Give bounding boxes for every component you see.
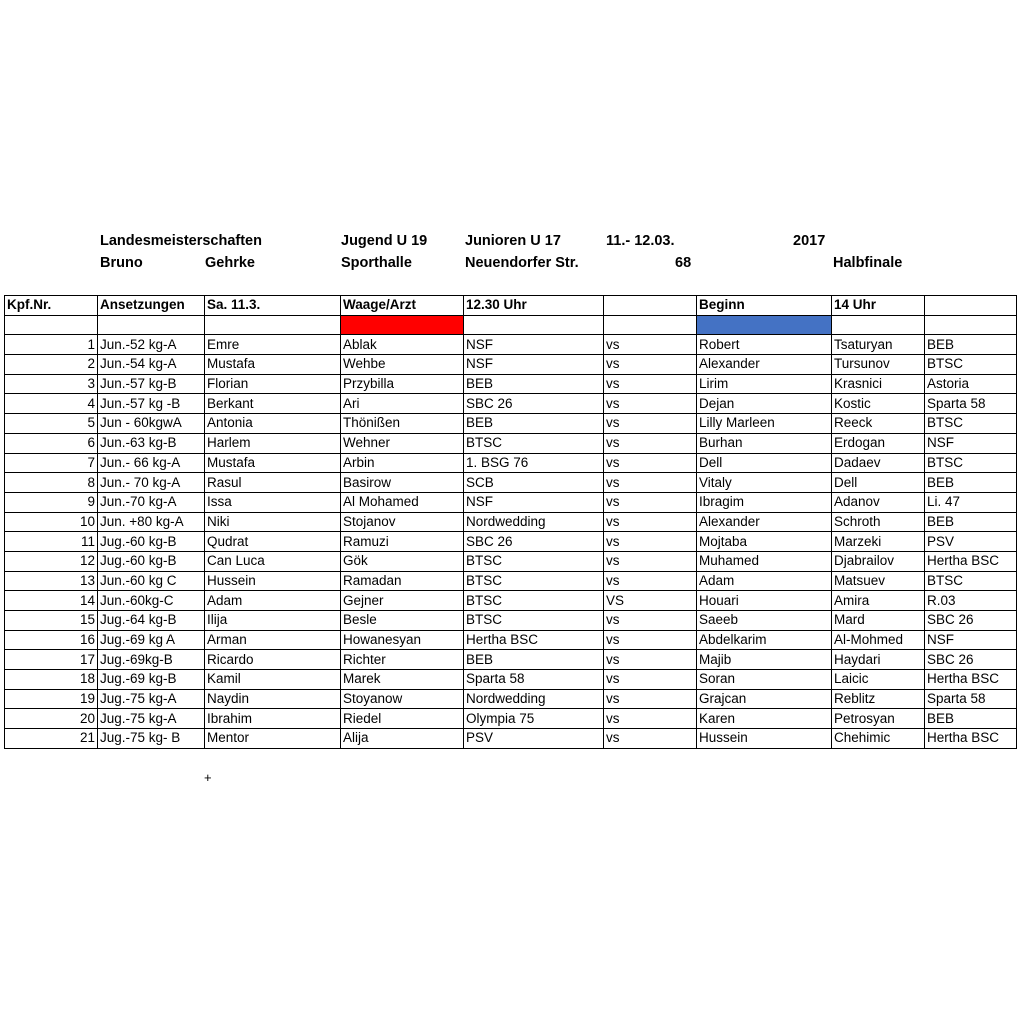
red-first-name-cell: Qudrat xyxy=(205,532,341,552)
blue-club-cell: BTSC xyxy=(925,571,1017,591)
blue-first-name-cell: Abdelkarim xyxy=(697,630,832,650)
red-first-name-cell: Ilija xyxy=(205,611,341,631)
versus-cell: vs xyxy=(604,670,697,690)
category-cell: Jun.-52 kg-A xyxy=(98,335,205,355)
bout-number-cell: 3 xyxy=(5,374,98,394)
header-round: Halbfinale xyxy=(833,255,903,271)
blue-first-name-cell: Lirim xyxy=(697,374,832,394)
blue-last-name-cell: Mard xyxy=(832,611,925,631)
plus-mark: + xyxy=(204,770,212,785)
red-club-cell: NSF xyxy=(464,335,604,355)
blue-club-cell: Li. 47 xyxy=(925,492,1017,512)
bout-number-cell: 8 xyxy=(5,473,98,493)
red-club-cell: BTSC xyxy=(464,591,604,611)
versus-cell: vs xyxy=(604,355,697,375)
blue-first-name-cell: Saeeb xyxy=(697,611,832,631)
header-street: Neuendorfer Str. xyxy=(465,255,579,271)
blue-first-name-cell: Dell xyxy=(697,453,832,473)
column-header-weigh-in: Waage/Arzt xyxy=(341,296,464,316)
blue-club-cell: R.03 xyxy=(925,591,1017,611)
red-first-name-cell: Ibrahim xyxy=(205,709,341,729)
blue-first-name-cell: Robert xyxy=(697,335,832,355)
red-last-name-cell: Wehner xyxy=(341,433,464,453)
blue-last-name-cell: Al-Mohmed xyxy=(832,630,925,650)
table-row xyxy=(5,374,1017,394)
bout-number-cell: 1 xyxy=(5,335,98,355)
red-last-name-cell: Przybilla xyxy=(341,374,464,394)
red-club-cell: PSV xyxy=(464,729,604,749)
table-row xyxy=(5,611,1017,631)
blue-club-cell: NSF xyxy=(925,433,1017,453)
bout-number-cell: 6 xyxy=(5,433,98,453)
table-row xyxy=(5,591,1017,611)
blue-club-cell: PSV xyxy=(925,532,1017,552)
red-last-name-cell: Alija xyxy=(341,729,464,749)
blue-first-name-cell: Grajcan xyxy=(697,689,832,709)
blue-first-name-cell: Burhan xyxy=(697,433,832,453)
header-row xyxy=(5,296,1017,316)
blue-club-cell: Sparta 58 xyxy=(925,394,1017,414)
red-club-cell: BTSC xyxy=(464,611,604,631)
red-first-name-cell: Kamil xyxy=(205,670,341,690)
column-header-ansetzungen: Ansetzungen xyxy=(98,296,205,316)
versus-cell: vs xyxy=(604,630,697,650)
red-last-name-cell: Gejner xyxy=(341,591,464,611)
blue-last-name-cell: Petrosyan xyxy=(832,709,925,729)
column-header-date: Sa. 11.3. xyxy=(205,296,341,316)
blue-last-name-cell: Tursunov xyxy=(832,355,925,375)
bout-number-cell: 13 xyxy=(5,571,98,591)
header-dates: 11.- 12.03. xyxy=(606,233,675,249)
category-cell: Jug.-75 kg-A xyxy=(98,689,205,709)
blue-corner-marker xyxy=(697,315,832,335)
bout-number-cell: 16 xyxy=(5,630,98,650)
category-cell: Jug.-69 kg A xyxy=(98,630,205,650)
red-last-name-cell: Gök xyxy=(341,551,464,571)
red-first-name-cell: Hussein xyxy=(205,571,341,591)
red-first-name-cell: Ricardo xyxy=(205,650,341,670)
bout-number-cell: 5 xyxy=(5,414,98,434)
blue-club-cell: NSF xyxy=(925,630,1017,650)
red-first-name-cell: Niki xyxy=(205,512,341,532)
red-club-cell: BEB xyxy=(464,374,604,394)
red-first-name-cell: Naydin xyxy=(205,689,341,709)
red-corner-marker xyxy=(341,315,464,335)
red-last-name-cell: Besle xyxy=(341,611,464,631)
table-row xyxy=(5,492,1017,512)
category-cell: Jug.-60 kg-B xyxy=(98,551,205,571)
red-club-cell: SBC 26 xyxy=(464,532,604,552)
blue-club-cell: SBC 26 xyxy=(925,650,1017,670)
category-cell: Jun.-70 kg-A xyxy=(98,492,205,512)
table-row xyxy=(5,709,1017,729)
blue-first-name-cell: Mojtaba xyxy=(697,532,832,552)
versus-cell: vs xyxy=(604,473,697,493)
column-header-empty xyxy=(604,296,697,316)
blue-last-name-cell: Adanov xyxy=(832,492,925,512)
blue-last-name-cell: Reblitz xyxy=(832,689,925,709)
red-first-name-cell: Mustafa xyxy=(205,355,341,375)
table-row xyxy=(5,729,1017,749)
category-cell: Jug.-69kg-B xyxy=(98,650,205,670)
color-marker-row xyxy=(5,315,1017,335)
column-header-start-time: 14 Uhr xyxy=(832,296,925,316)
versus-cell: vs xyxy=(604,650,697,670)
category-cell: Jug.-75 kg- B xyxy=(98,729,205,749)
red-last-name-cell: Ari xyxy=(341,394,464,414)
blue-first-name-cell: Muhamed xyxy=(697,551,832,571)
red-first-name-cell: Can Luca xyxy=(205,551,341,571)
red-club-cell: SCB xyxy=(464,473,604,493)
versus-cell: vs xyxy=(604,374,697,394)
table-row xyxy=(5,355,1017,375)
column-header-start: Beginn xyxy=(697,296,832,316)
red-last-name-cell: Stoyanow xyxy=(341,689,464,709)
versus-cell: vs xyxy=(604,512,697,532)
bout-number-cell: 15 xyxy=(5,611,98,631)
blue-club-cell: Hertha BSC xyxy=(925,551,1017,571)
red-last-name-cell: Arbin xyxy=(341,453,464,473)
red-last-name-cell: Ablak xyxy=(341,335,464,355)
blue-club-cell: Hertha BSC xyxy=(925,729,1017,749)
versus-cell: vs xyxy=(604,709,697,729)
table-row xyxy=(5,571,1017,591)
blue-last-name-cell: Erdogan xyxy=(832,433,925,453)
versus-cell: vs xyxy=(604,532,697,552)
blue-first-name-cell: Alexander xyxy=(697,512,832,532)
blue-club-cell: BEB xyxy=(925,335,1017,355)
blue-last-name-cell: Dell xyxy=(832,473,925,493)
red-first-name-cell: Berkant xyxy=(205,394,341,414)
red-last-name-cell: Marek xyxy=(341,670,464,690)
blue-first-name-cell: Dejan xyxy=(697,394,832,414)
table-row xyxy=(5,630,1017,650)
red-club-cell: BTSC xyxy=(464,571,604,591)
versus-cell: vs xyxy=(604,551,697,571)
red-first-name-cell: Mentor xyxy=(205,729,341,749)
blue-last-name-cell: Djabrailov xyxy=(832,551,925,571)
category-cell: Jun.-63 kg-B xyxy=(98,433,205,453)
table-row xyxy=(5,512,1017,532)
bout-number-cell: 9 xyxy=(5,492,98,512)
red-club-cell: Nordwedding xyxy=(464,512,604,532)
versus-cell: vs xyxy=(604,453,697,473)
blue-first-name-cell: Vitaly xyxy=(697,473,832,493)
red-last-name-cell: Stojanov xyxy=(341,512,464,532)
blue-club-cell: Hertha BSC xyxy=(925,670,1017,690)
table-row xyxy=(5,394,1017,414)
red-club-cell: NSF xyxy=(464,355,604,375)
category-cell: Jun.-57 kg -B xyxy=(98,394,205,414)
versus-cell: vs xyxy=(604,394,697,414)
blue-club-cell: BEB xyxy=(925,709,1017,729)
versus-cell: vs xyxy=(604,611,697,631)
bout-number-cell: 4 xyxy=(5,394,98,414)
red-first-name-cell: Florian xyxy=(205,374,341,394)
red-last-name-cell: Howanesyan xyxy=(341,630,464,650)
versus-cell: vs xyxy=(604,689,697,709)
blue-first-name-cell: Lilly Marleen xyxy=(697,414,832,434)
blue-last-name-cell: Krasnici xyxy=(832,374,925,394)
versus-cell: VS xyxy=(604,591,697,611)
blue-last-name-cell: Marzeki xyxy=(832,532,925,552)
versus-cell: vs xyxy=(604,414,697,434)
red-last-name-cell: Al Mohamed xyxy=(341,492,464,512)
category-cell: Jun. +80 kg-A xyxy=(98,512,205,532)
bout-number-cell: 11 xyxy=(5,532,98,552)
red-club-cell: Nordwedding xyxy=(464,689,604,709)
table-row xyxy=(5,532,1017,552)
blue-last-name-cell: Laicic xyxy=(832,670,925,690)
red-last-name-cell: Riedel xyxy=(341,709,464,729)
red-first-name-cell: Arman xyxy=(205,630,341,650)
blue-club-cell: BTSC xyxy=(925,355,1017,375)
blue-last-name-cell: Matsuev xyxy=(832,571,925,591)
red-club-cell: Hertha BSC xyxy=(464,630,604,650)
category-cell: Jug.-64 kg-B xyxy=(98,611,205,631)
category-cell: Jun - 60kgwA xyxy=(98,414,205,434)
blue-first-name-cell: Soran xyxy=(697,670,832,690)
bout-number-cell: 12 xyxy=(5,551,98,571)
red-last-name-cell: Wehbe xyxy=(341,355,464,375)
versus-cell: vs xyxy=(604,571,697,591)
table-row xyxy=(5,689,1017,709)
header-venue-last: Gehrke xyxy=(205,255,255,271)
bout-number-cell: 18 xyxy=(5,670,98,690)
blue-last-name-cell: Chehimic xyxy=(832,729,925,749)
red-club-cell: BEB xyxy=(464,650,604,670)
red-club-cell: BTSC xyxy=(464,433,604,453)
category-cell: Jun.-57 kg-B xyxy=(98,374,205,394)
red-last-name-cell: Ramadan xyxy=(341,571,464,591)
bout-number-cell: 19 xyxy=(5,689,98,709)
bout-number-cell: 7 xyxy=(5,453,98,473)
column-header-weigh-in-time: 12.30 Uhr xyxy=(464,296,604,316)
blue-first-name-cell: Majib xyxy=(697,650,832,670)
header-house-number: 68 xyxy=(675,255,692,271)
bout-number-cell: 20 xyxy=(5,709,98,729)
red-club-cell: BTSC xyxy=(464,551,604,571)
table-row xyxy=(5,433,1017,453)
red-last-name-cell: Richter xyxy=(341,650,464,670)
blue-first-name-cell: Adam xyxy=(697,571,832,591)
header-junior-category: Junioren U 17 xyxy=(465,233,561,249)
table-row xyxy=(5,551,1017,571)
table-row xyxy=(5,335,1017,355)
table-row xyxy=(5,650,1017,670)
bout-table xyxy=(4,295,1017,749)
blue-last-name-cell: Kostic xyxy=(832,394,925,414)
red-club-cell: NSF xyxy=(464,492,604,512)
category-cell: Jun.-54 kg-A xyxy=(98,355,205,375)
category-cell: Jug.-60 kg-B xyxy=(98,532,205,552)
bout-number-cell: 21 xyxy=(5,729,98,749)
blue-club-cell: BTSC xyxy=(925,414,1017,434)
category-cell: Jun.-60kg-C xyxy=(98,591,205,611)
versus-cell: vs xyxy=(604,433,697,453)
blue-club-cell: SBC 26 xyxy=(925,611,1017,631)
blue-club-cell: BEB xyxy=(925,473,1017,493)
category-cell: Jun.-60 kg C xyxy=(98,571,205,591)
table-row xyxy=(5,473,1017,493)
blue-last-name-cell: Dadaev xyxy=(832,453,925,473)
red-first-name-cell: Adam xyxy=(205,591,341,611)
column-header-kpf-nr: Kpf.Nr. xyxy=(5,296,98,316)
blue-first-name-cell: Houari xyxy=(697,591,832,611)
blue-last-name-cell: Haydari xyxy=(832,650,925,670)
blue-first-name-cell: Hussein xyxy=(697,729,832,749)
blue-last-name-cell: Reeck xyxy=(832,414,925,434)
red-first-name-cell: Antonia xyxy=(205,414,341,434)
red-first-name-cell: Rasul xyxy=(205,473,341,493)
blue-club-cell: Astoria xyxy=(925,374,1017,394)
versus-cell: vs xyxy=(604,729,697,749)
red-club-cell: BEB xyxy=(464,414,604,434)
red-club-cell: 1. BSG 76 xyxy=(464,453,604,473)
red-first-name-cell: Issa xyxy=(205,492,341,512)
red-first-name-cell: Emre xyxy=(205,335,341,355)
header-year: 2017 xyxy=(793,233,826,249)
versus-cell: vs xyxy=(604,492,697,512)
table-row xyxy=(5,453,1017,473)
blue-club-cell: BEB xyxy=(925,512,1017,532)
category-cell: Jug.-75 kg-A xyxy=(98,709,205,729)
blue-first-name-cell: Alexander xyxy=(697,355,832,375)
table-row xyxy=(5,414,1017,434)
red-first-name-cell: Mustafa xyxy=(205,453,341,473)
blue-first-name-cell: Ibragim xyxy=(697,492,832,512)
blue-club-cell: Sparta 58 xyxy=(925,689,1017,709)
red-club-cell: Olympia 75 xyxy=(464,709,604,729)
red-club-cell: SBC 26 xyxy=(464,394,604,414)
category-cell: Jug.-69 kg-B xyxy=(98,670,205,690)
versus-cell: vs xyxy=(604,335,697,355)
blue-last-name-cell: Tsaturyan xyxy=(832,335,925,355)
bout-number-cell: 10 xyxy=(5,512,98,532)
blue-first-name-cell: Karen xyxy=(697,709,832,729)
red-last-name-cell: Basirow xyxy=(341,473,464,493)
blue-last-name-cell: Amira xyxy=(832,591,925,611)
table-row xyxy=(5,670,1017,690)
red-last-name-cell: Thönißen xyxy=(341,414,464,434)
column-header-empty-2 xyxy=(925,296,1017,316)
header-venue-type: Sporthalle xyxy=(341,255,412,271)
blue-last-name-cell: Schroth xyxy=(832,512,925,532)
category-cell: Jun.- 70 kg-A xyxy=(98,473,205,493)
header-event-title: Landesmeisterschaften xyxy=(100,233,262,249)
blue-club-cell: BTSC xyxy=(925,453,1017,473)
bout-number-cell: 17 xyxy=(5,650,98,670)
bout-number-cell: 14 xyxy=(5,591,98,611)
red-first-name-cell: Harlem xyxy=(205,433,341,453)
header-youth-category: Jugend U 19 xyxy=(341,233,428,249)
category-cell: Jun.- 66 kg-A xyxy=(98,453,205,473)
header-venue-first: Bruno xyxy=(100,255,143,271)
red-club-cell: Sparta 58 xyxy=(464,670,604,690)
bout-number-cell: 2 xyxy=(5,355,98,375)
red-last-name-cell: Ramuzi xyxy=(341,532,464,552)
